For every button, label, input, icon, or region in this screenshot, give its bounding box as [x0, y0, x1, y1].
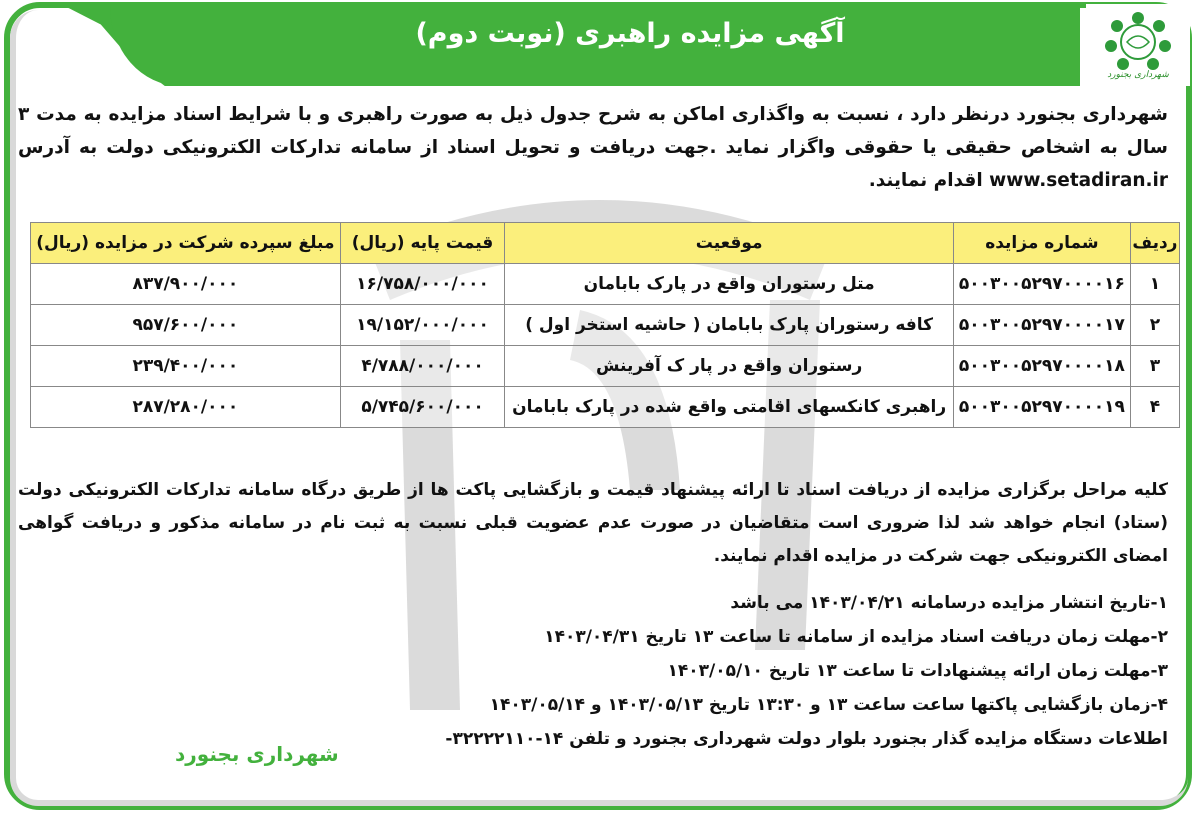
cell-base-price: ۱۹/۱۵۲/۰۰۰/۰۰۰: [340, 305, 505, 346]
page-title: آگهی مزایده راهبری (نوبت دوم): [415, 18, 845, 49]
cell-number: ۵۰۰۳۰۰۵۲۹۷۰۰۰۰۱۷: [953, 305, 1130, 346]
signature: شهرداری بجنورد: [175, 742, 339, 766]
col-row: ردیف: [1130, 223, 1179, 264]
cell-number: ۵۰۰۳۰۰۵۲۹۷۰۰۰۰۱۶: [953, 264, 1130, 305]
col-auction-number: شماره مزایده: [953, 223, 1130, 264]
intro-lead: شهرداری بجنورد درنظر دارد ،: [896, 104, 1168, 125]
intro-text: نسبت به واگذاری اماکن به شرح جدول ذیل به صورت راهبری و با شرایط اسناد مزایده به مدت ۳ سال به اشخاص حقیقی یا حقوقی واگزار نماید .جهت دریافت و تحویل اسناد از سامانه تدارکات الکترونیکی دولت به آدرس www.setadiran.ir اقدام نمایند.: [18, 104, 1168, 191]
cell-location: راهبری کانکسهای اقامتی واقع شده در پارک بابامان: [505, 387, 954, 428]
list-item-publish-date: ۱-تاریخ انتشار مزایده درسامانه ۱۴۰۳/۰۴/۲۱ می باشد: [730, 593, 1168, 613]
municipality-logo: [1086, 4, 1190, 86]
cell-location: کافه رستوران پارک بابامان ( حاشیه استخر اول ): [505, 305, 954, 346]
cell-number: ۵۰۰۳۰۰۵۲۹۷۰۰۰۰۱۹: [953, 387, 1130, 428]
col-base-price: قیمت پایه (ریال): [340, 223, 505, 264]
list-item-document-deadline: ۲-مهلت زمان دریافت اسناد مزایده از سامانه تا ساعت ۱۳ تاریخ ۱۴۰۳/۰۴/۳۱: [544, 627, 1168, 647]
cell-number: ۵۰۰۳۰۰۵۲۹۷۰۰۰۰۱۸: [953, 346, 1130, 387]
cell-deposit: ۲۸۷/۲۸۰/۰۰۰: [31, 387, 341, 428]
table-row: [31, 387, 1180, 428]
cell-deposit: ۸۳۷/۹۰۰/۰۰۰: [31, 264, 341, 305]
cell-row: ۲: [1130, 305, 1179, 346]
cell-base-price: ۱۶/۷۵۸/۰۰۰/۰۰۰: [340, 264, 505, 305]
table-row: [31, 264, 1180, 305]
logo-caption: شهرداری بجنورد: [1107, 70, 1169, 80]
list-item-bid-deadline: ۳-مهلت زمان ارائه پیشنهادات تا ساعت ۱۳ تاریخ ۱۴۰۳/۰۵/۱۰: [667, 661, 1168, 681]
schedule-list: [268, 586, 1168, 756]
col-deposit: مبلغ سپرده شرکت در مزایده (ریال): [31, 223, 341, 264]
table-row: [31, 305, 1180, 346]
procedure-paragraph: کلیه مراحل برگزاری مزایده از دریافت اسناد تا ارائه پیشنهاد قیمت و بازگشایی پاکت ها از طریق درگاه سامانه تدارکات الکترونیکی دولت (ستاد) انجام خواهد شد لذا ضروری است متقاضیان در صورت عدم عضویت قبلی نسبت به ثبت نام در سامانه مذکور و دریافت گواهی امضای الکترونیکی جهت شرکت در مزایده اقدام نمایند.: [18, 480, 1168, 566]
col-location: موقعیت: [505, 223, 954, 264]
cell-deposit: ۹۵۷/۶۰۰/۰۰۰: [31, 305, 341, 346]
cell-location: متل رستوران واقع در پارک بابامان: [505, 264, 954, 305]
list-item-opening-time: ۴-زمان بازگشایی پاکتها ساعت ساعت ۱۳ و ۱۳:۳۰ تاریخ ۱۴۰۳/۰۵/۱۳ و ۱۴۰۳/۰۵/۱۴: [489, 695, 1168, 715]
intro-paragraph: [18, 98, 1168, 197]
table-header-row: [31, 223, 1180, 264]
cell-row: ۳: [1130, 346, 1179, 387]
cell-row: ۱: [1130, 264, 1179, 305]
cell-location: رستوران واقع در پار ک آفرینش: [505, 346, 954, 387]
cell-base-price: ۴/۷۸۸/۰۰۰/۰۰۰: [340, 346, 505, 387]
list-item-contact-info: اطلاعات دستگاه مزایده گذار بجنورد بلوار دولت شهرداری بجنورد و تلفن ۱۴-۳۲۲۲۲۱۱۰-: [445, 729, 1168, 749]
auction-table: [30, 222, 1180, 428]
flower-emblem-icon: [1103, 10, 1173, 72]
cell-deposit: ۲۳۹/۴۰۰/۰۰۰: [31, 346, 341, 387]
cell-base-price: ۵/۷۴۵/۶۰۰/۰۰۰: [340, 387, 505, 428]
table-row: [31, 346, 1180, 387]
cell-row: ۴: [1130, 387, 1179, 428]
